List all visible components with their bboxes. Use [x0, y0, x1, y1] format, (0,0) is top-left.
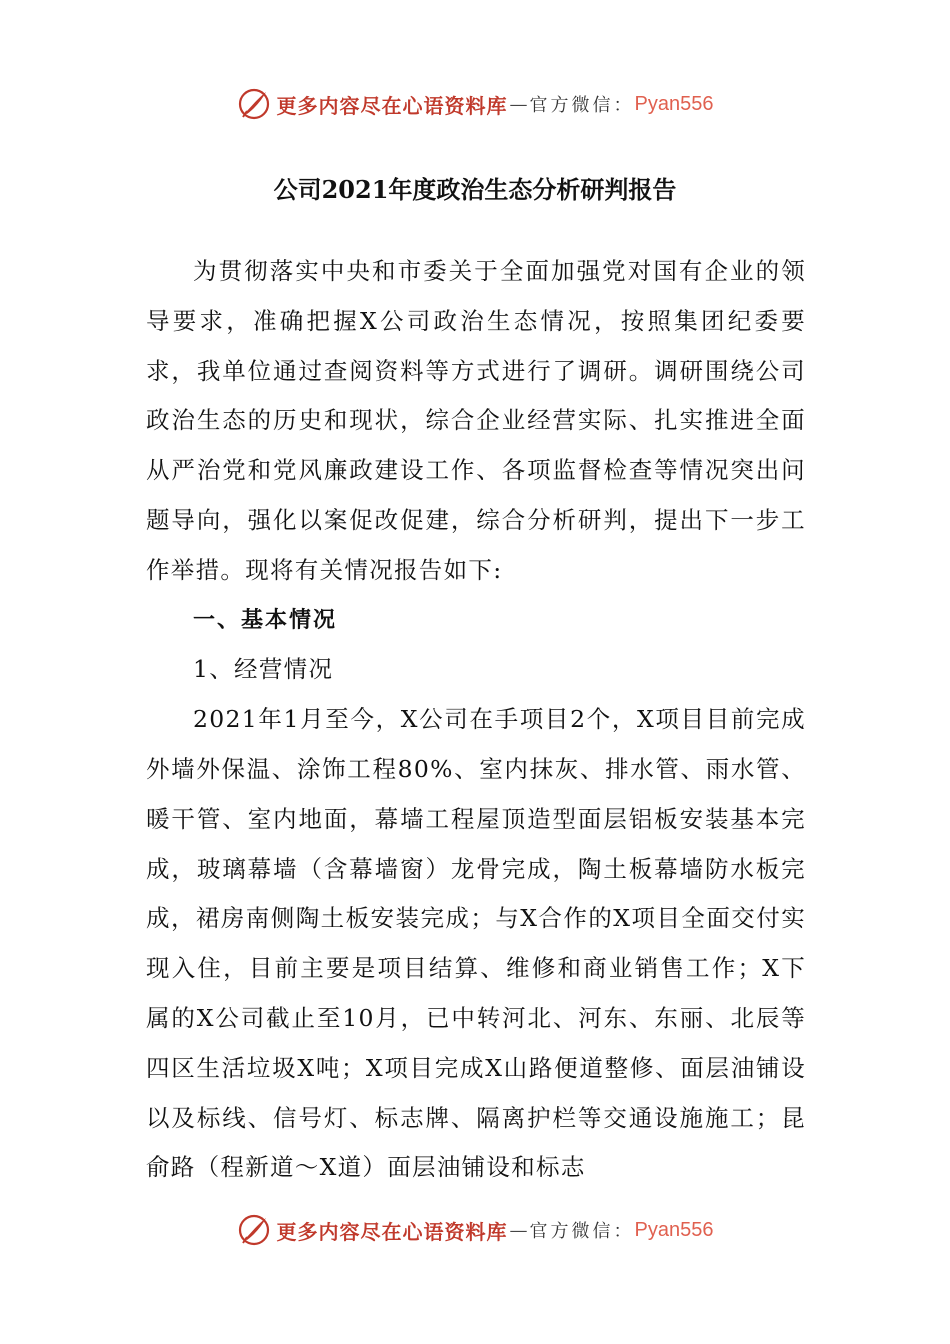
header-watermark — [0, 84, 950, 124]
quill-logo-icon — [237, 87, 271, 121]
watermark-handle: Pyan556 — [634, 1218, 714, 1241]
watermark-brand: 更多内容尽在心语资料库 — [276, 1219, 508, 1244]
document-title: 公司2021年度政治生态分析研判报告 — [273, 175, 677, 204]
watermark-dash: — — [509, 1219, 528, 1241]
watermark-official-label: 官方微信： — [529, 95, 635, 116]
document-body — [146, 247, 806, 1193]
operations-paragraph: 2021年1月至今，X公司在手项目2个，X项目目前完成外墙外保温、涂饰工程80%、室内抹灰、排水管、雨水管、暖干管、室内地面，幕墙工程屋顶造型面层铝板安装基本完成，玻璃幕墙（含幕墙窗）龙骨完成，陶土板幕墙防水板完成，裙房南侧陶土板安装完成；与X合作的X项目全面交付实现入住，目前主要是项目结算、维修和商业销售工作；X下属的X公司截止至10月，已中转河北、河东、东丽、北辰等四区生活垃圾X吨；X项目完成X山路便道整修、面层油铺设以及标线、信号灯、标志牌、隔离护栏等交通设施施工；昆俞路（程新道～X道）面层油铺设和标志 — [146, 705, 806, 1182]
footer-watermark — [0, 1210, 950, 1250]
quill-logo-icon — [237, 1213, 271, 1247]
subsection-heading: 1、经营情况 — [193, 655, 334, 684]
intro-paragraph: 为贯彻落实中央和市委关于全面加强党对国有企业的领导要求，准确把握X公司政治生态情况，按照集团纪委要求，我单位通过查阅资料等方式进行了调研。调研围绕公司政治生态的历史和现状，综合企业经营实际、扎实推进全面从严治党和党风廉政建设工作、各项监督检查等情况突出问题导向，强化以案促改促建，综合分析研判，提出下一步工作举措。现将有关情况报告如下: — [146, 257, 806, 584]
watermark-brand: 更多内容尽在心语资料库 — [276, 93, 508, 118]
watermark-handle: Pyan556 — [634, 92, 714, 115]
watermark-official-label: 官方微信： — [529, 1221, 635, 1242]
watermark-dash: — — [509, 93, 528, 115]
section-heading: 一、基本情况 — [193, 607, 338, 633]
